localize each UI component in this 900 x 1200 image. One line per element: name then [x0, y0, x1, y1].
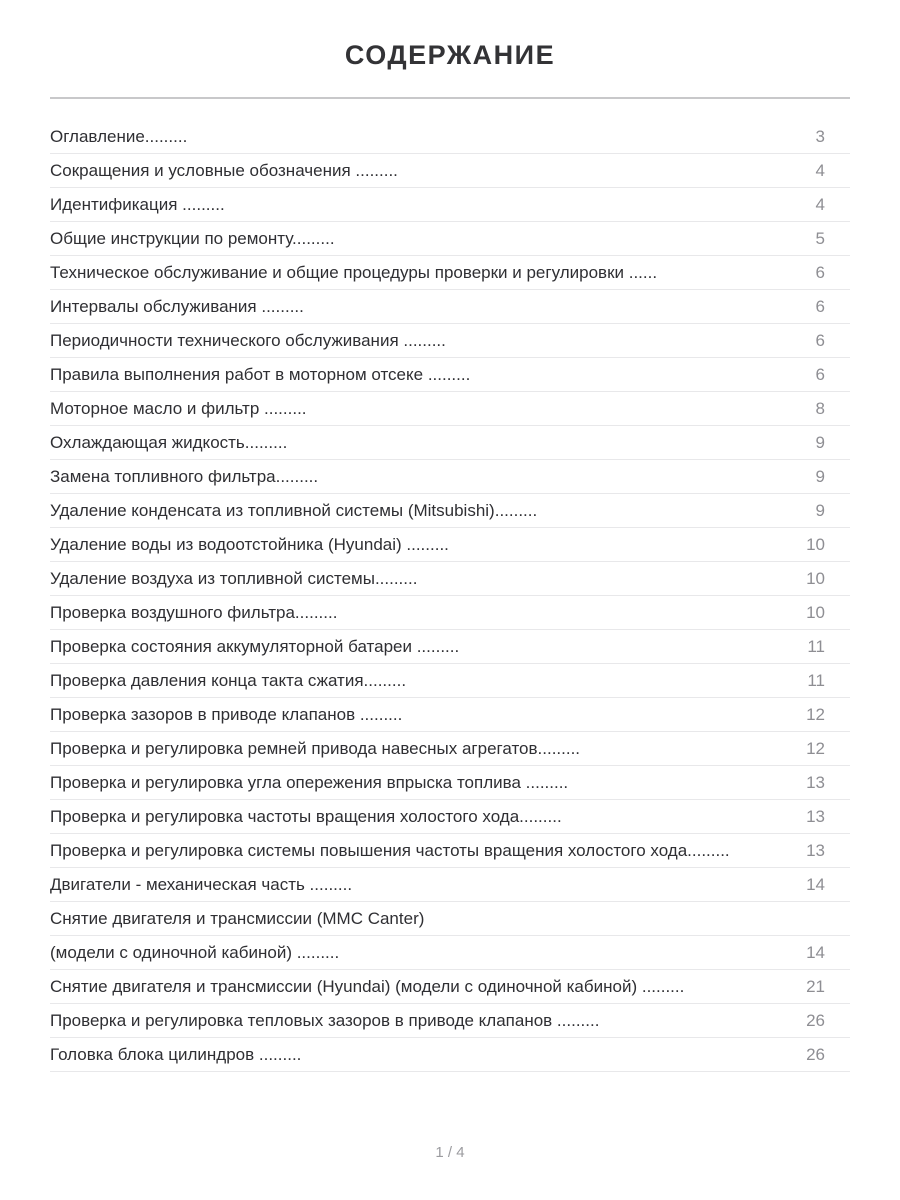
toc-entry-page-number: 10 [806, 602, 825, 622]
toc-entry-title: Правила выполнения работ в моторном отсеке ......... [50, 364, 471, 384]
toc-entry-title: Проверка и регулировка ремней привода навесных агрегатов......... [50, 738, 581, 758]
toc-entry-page-number: 3 [815, 126, 825, 146]
page-title: СОДЕРЖАНИЕ [344, 40, 556, 70]
toc-entry-title: Снятие двигателя и трансмиссии (MMC Canter) [50, 908, 425, 928]
toc-entry-title: Удаление воздуха из топливной системы......... [50, 568, 418, 588]
toc-row [50, 834, 850, 868]
toc-entry-title: Проверка и регулировка системы повышения частоты вращения холостого хода......... [50, 840, 730, 860]
toc-entry-page-number: 14 [806, 874, 825, 894]
toc-row [50, 800, 850, 834]
toc-page [50, 0, 850, 1161]
toc-entry-title: Снятие двигателя и трансмиссии (Hyundai) (модели с одиночной кабиной) ......... [50, 976, 685, 996]
toc-entry-page-number: 9 [815, 500, 825, 520]
toc-entry-page-number: 10 [806, 534, 825, 554]
toc-entry-title: Моторное масло и фильтр ......... [50, 398, 307, 418]
toc-entry-title: Идентификация ......... [50, 194, 225, 214]
toc-entry-title: Проверка зазоров в приводе клапанов ......... [50, 704, 403, 724]
toc-row [50, 188, 850, 222]
toc-row [50, 698, 850, 732]
toc-row [50, 970, 850, 1004]
toc-list [50, 120, 850, 1072]
title-divider [50, 97, 850, 99]
toc-entry-page-number: 13 [806, 772, 825, 792]
toc-entry-title: Удаление конденсата из топливной системы (Mitsubishi)......... [50, 500, 538, 520]
toc-entry-page-number: 8 [815, 398, 825, 418]
toc-entry-page-number: 9 [815, 466, 825, 486]
toc-entry-page-number: 12 [806, 738, 825, 758]
toc-entry-title: Проверка и регулировка угла опережения впрыска топлива ......... [50, 772, 569, 792]
toc-entry-page-number: 10 [806, 568, 825, 588]
toc-entry-title: Замена топливного фильтра......... [50, 466, 319, 486]
toc-entry-page-number: 11 [807, 636, 825, 656]
toc-entry-title: Оглавление......... [50, 126, 188, 146]
toc-entry-page-number: 6 [815, 330, 825, 350]
toc-entry-page-number: 12 [806, 704, 825, 724]
toc-entry-page-number: 6 [815, 296, 825, 316]
toc-entry-page-number: 13 [806, 806, 825, 826]
toc-row [50, 936, 850, 970]
toc-row [50, 766, 850, 800]
toc-row [50, 290, 850, 324]
toc-entry-page-number: 14 [806, 942, 825, 962]
toc-row [50, 256, 850, 290]
toc-row [50, 324, 850, 358]
toc-row [50, 902, 850, 936]
toc-entry-page-number: 13 [806, 840, 825, 860]
toc-row [50, 460, 850, 494]
toc-row [50, 358, 850, 392]
toc-entry-page-number: 4 [815, 160, 825, 180]
toc-entry-title: Охлаждающая жидкость......... [50, 432, 288, 452]
toc-entry-title: Техническое обслуживание и общие процедуры проверки и регулировки ...... [50, 262, 658, 282]
toc-entry-page-number: 9 [815, 432, 825, 452]
toc-entry-title: Интервалы обслуживания ......... [50, 296, 304, 316]
toc-entry-title: Головка блока цилиндров ......... [50, 1044, 302, 1064]
page-indicator: 1 / 4 [435, 1144, 465, 1161]
toc-entry-title: Проверка и регулировка тепловых зазоров в приводе клапанов ......... [50, 1010, 600, 1030]
toc-entry-page-number: 6 [815, 364, 825, 384]
toc-row [50, 120, 850, 154]
toc-row [50, 154, 850, 188]
toc-entry-title: Проверка и регулировка частоты вращения холостого хода......... [50, 806, 562, 826]
toc-entry-title: Удаление воды из водоотстойника (Hyundai) ......... [50, 534, 449, 554]
toc-entry-title: Двигатели - механическая часть ......... [50, 874, 353, 894]
toc-entry-title: Проверка состояния аккумуляторной батареи ......... [50, 636, 460, 656]
toc-entry-title: Периодичности технического обслуживания ......... [50, 330, 446, 350]
toc-row [50, 664, 850, 698]
toc-entry-title: Сокращения и условные обозначения ......... [50, 160, 398, 180]
toc-row [50, 392, 850, 426]
toc-entry-page-number: 26 [806, 1010, 825, 1030]
toc-entry-title: Проверка воздушного фильтра......... [50, 602, 338, 622]
toc-row [50, 868, 850, 902]
toc-row [50, 1004, 850, 1038]
toc-entry-page-number: 6 [815, 262, 825, 282]
toc-entry-page-number: 21 [806, 976, 825, 996]
toc-entry-page-number: 5 [815, 228, 825, 248]
toc-entry-page-number: 4 [815, 194, 825, 214]
toc-entry-title: Проверка давления конца такта сжатия......... [50, 670, 407, 690]
toc-row [50, 528, 850, 562]
toc-row [50, 494, 850, 528]
toc-row [50, 222, 850, 256]
toc-entry-page-number: 11 [807, 670, 825, 690]
toc-row [50, 630, 850, 664]
toc-row [50, 426, 850, 460]
toc-entry-title: (модели с одиночной кабиной) ......... [50, 942, 340, 962]
toc-row [50, 732, 850, 766]
toc-row [50, 1038, 850, 1072]
toc-row [50, 562, 850, 596]
toc-row [50, 596, 850, 630]
toc-entry-title: Общие инструкции по ремонту......... [50, 228, 335, 248]
toc-entry-page-number: 26 [806, 1044, 825, 1064]
